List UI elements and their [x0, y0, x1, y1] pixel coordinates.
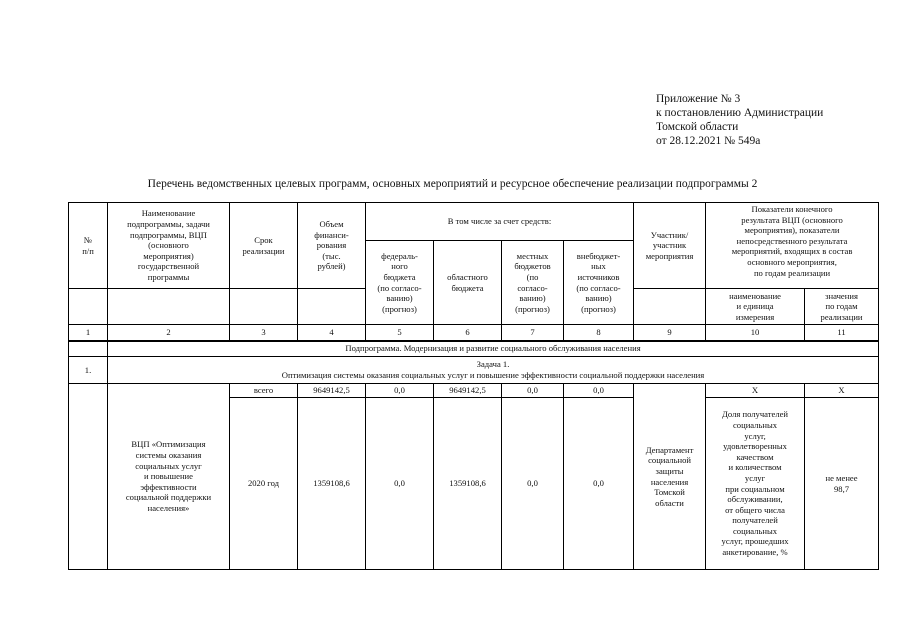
subprogram-num: [69, 341, 108, 357]
row-2020-extra: 0,0: [564, 398, 634, 570]
row-2020-volume: 1359108,6: [298, 398, 366, 570]
header-including: В том числе за счет средств:: [366, 203, 634, 241]
col-number: 11: [805, 325, 879, 341]
row-total-regional: 9649142,5: [434, 384, 502, 398]
header-term: Срок реализации: [230, 203, 298, 289]
row-total-extra: 0,0: [564, 384, 634, 398]
header-volume: Объем финанси- рования (тыс. рублей): [298, 203, 366, 289]
row-2020-indicator-name: Доля получателей социальных услуг, удовлетворенных качеством и количеством услуг при социальном обслуживании, от общего числа получателей социальных услуг, прошедших анкетирование, %: [706, 398, 805, 570]
vcp-participant: Департамент социальной защиты населения Томской области: [634, 384, 706, 570]
row-total-term: всего: [230, 384, 298, 398]
document-title: Перечень ведомственных целевых программ, основных мероприятий и ресурсное обеспечение реализации подпрограммы 2: [147, 178, 758, 190]
row-total-local: 0,0: [502, 384, 564, 398]
header-participant: Участник/ участник мероприятия: [634, 203, 706, 289]
subprogram-title: Подпрограмма. Модернизация и развитие социального обслуживания населения: [108, 341, 879, 357]
row-2020-regional: 1359108,6: [434, 398, 502, 570]
programs-table: [68, 202, 879, 570]
col-number: 6: [434, 325, 502, 341]
header-term-cont: [230, 289, 298, 325]
col-number: 8: [564, 325, 634, 341]
header-federal: федераль- ного бюджета (по согласо- ванию) (прогноз): [366, 241, 434, 325]
header-participant-cont: [634, 289, 706, 325]
vcp-num: [69, 384, 108, 570]
col-number: 2: [108, 325, 230, 341]
task-num: 1.: [69, 357, 108, 384]
row-2020-indicator-value: не менее 98,7: [805, 398, 879, 570]
row-total-indicator-name: Х: [706, 384, 805, 398]
header-regional: областного бюджета: [434, 241, 502, 325]
row-total-indicator-value: Х: [805, 384, 879, 398]
header-num: № п/п: [69, 203, 108, 289]
col-number: 4: [298, 325, 366, 341]
appendix-header: Приложение № 3 к постановлению Администрации Томской области от 28.12.2021 № 549а: [656, 93, 824, 147]
row-total-volume: 9649142,5: [298, 384, 366, 398]
col-number: 9: [634, 325, 706, 341]
task-title: Задача 1. Оптимизация системы оказания социальных услуг и повышение эффективности социальной поддержки населения: [108, 357, 879, 384]
row-2020-federal: 0,0: [366, 398, 434, 570]
header-num-cont: [69, 289, 108, 325]
row-2020-local: 0,0: [502, 398, 564, 570]
header-name-cont: [108, 289, 230, 325]
row-2020-term: 2020 год: [230, 398, 298, 570]
col-number: 10: [706, 325, 805, 341]
header-indicator-name: наименование и единица измерения: [706, 289, 805, 325]
header-volume-cont: [298, 289, 366, 325]
header-name: Наименование подпрограммы, задачи подпрограммы, ВЦП (основного мероприятия) государственной программы: [108, 203, 230, 289]
header-indicator-values: значения по годам реализации: [805, 289, 879, 325]
header-local: местных бюджетов (по согласо- ванию) (прогноз): [502, 241, 564, 325]
vcp-name: ВЦП «Оптимизация системы оказания социальных услуг и повышение эффективности социальной поддержки населения»: [108, 384, 230, 570]
col-number: 1: [69, 325, 108, 341]
header-indicators: Показатели конечного результата ВЦП (основного мероприятия), показатели непосредственного результата мероприятий, входящих в состав основного мероприятия, по годам реализации: [706, 203, 879, 289]
col-number: 5: [366, 325, 434, 341]
col-number: 7: [502, 325, 564, 341]
row-total-federal: 0,0: [366, 384, 434, 398]
col-number: 3: [230, 325, 298, 341]
header-extra: внебюджет- ных источников (по согласо- ванию) (прогноз): [564, 241, 634, 325]
